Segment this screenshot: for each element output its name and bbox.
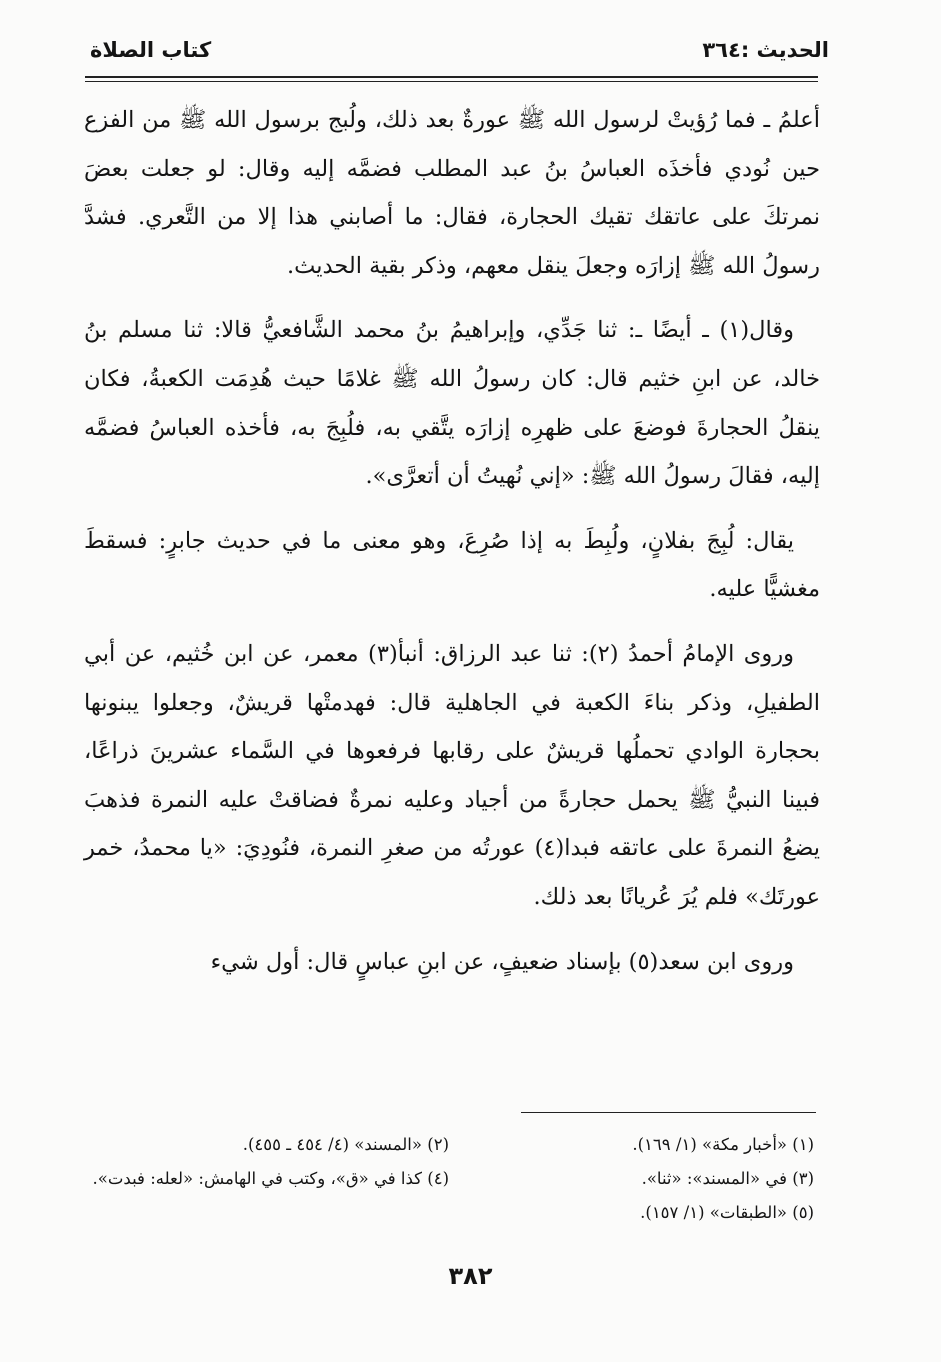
footnote: (١) «أخبار مكة» (١/ ١٦٩). [632, 1135, 814, 1154]
footnote-separator [521, 1112, 816, 1113]
paragraph-text: وروى الإمامُ أحمدُ (٢): ثنا عبد الرزاق: أنبأ(٣) معمر، عن ابن خُثيم، عن أبي الطفيلِ، وذكر بناءَ الكعبة في الجاهلية قال: فهدمتْها قريشٌ، وجعلوا يبنونها بحجارة الوادي تحملُها قريشٌ على رقابها فرفعوها في السَّماء عشرينَ ذراعًا، فبينا النبيُّ ﷺ يحمل حجارةً من أجياد وعليه نمرةٌ فضاقتْ عليه النمرة فذهبَ يضعُ النمرةَ على عاتقه فبدا(٤) عورتُه من صغرِ النمرة، فنُودِيَ: «يا محمدُ، خمر عورتَك» فلم يُرَ عُريانًا بعد ذلك. [84, 640, 820, 910]
header-rule-thin [85, 81, 818, 82]
paragraph-text: أعلمُ ـ فما رُؤيتْ لرسول الله ﷺ عورةٌ بعد ذلك، ولُبج برسول الله ﷺ من الفزع حين نُودي فأخذَه العباسُ بنُ عبد المطلب فضمَّه إليه وقال: لو جعلت بعضَ نمرتكَ على عاتقك تقيك الحجارة، فقال: ما أصابني هذا إلا من التَّعري. فشدَّ رسولُ الله ﷺ إزارَه وجعلَ ينقل معهم، وذكر بقية الحديث. [84, 107, 820, 279]
page-number: ٣٨٢ [448, 1262, 493, 1290]
footnote: (٤) كذا في «ق»، وكتب في الهامش: «لعله: فبدت». [92, 1169, 449, 1188]
footnote: (٥) «الطبقات» (١/ ١٥٧). [640, 1203, 814, 1222]
running-header-hadith: الحديث :٣٦٤ [702, 38, 829, 62]
running-header-book-title: كتاب الصلاة [90, 38, 212, 62]
paragraph-text: وقال(١) ـ أيضًا ـ: ثنا جَدِّي، وإبراهيمُ بنُ محمد الشَّافعيُّ قالا: ثنا مسلم بنُ خالد، عن ابنِ خثيم قال: كان رسولُ الله ﷺ غلامًا حيث هُدِمَت الكعبةُ، فكان ينقلُ الحجارةَ فوضعَ على ظهرِه إزارَه يتَّقي به، فلُبِجَ به، فأخذه العباسُ فضمَّه إليه، فقالَ رسولُ الله ﷺ: «إني نُهيتُ أن أتعرَّى». [84, 317, 820, 490]
footnote-row [84, 1196, 814, 1230]
footnote-empty [84, 1196, 449, 1230]
paragraph [84, 630, 820, 922]
footnote-row [84, 1162, 814, 1196]
footnote: (٢) «المسند» (٤/ ٤٥٤ ـ ٤٥٥). [242, 1135, 449, 1154]
footnote-row [84, 1128, 814, 1162]
paragraph [84, 938, 820, 987]
footnote: (٣) في «المسند»: «ثنا». [641, 1169, 814, 1188]
header-rule [85, 76, 818, 78]
paragraph [84, 306, 820, 500]
paragraph-text: يقال: لُبِجَ بفلانٍ، ولُبِطَ به إذا صُرِعَ، وهو معنى ما في حديث جابرٍ: فسقطَ مغشيًّا عليه. [84, 527, 820, 603]
paragraph-text: وروى ابن سعد(٥) بإسناد ضعيفٍ، عن ابنِ عباسٍ قال: أول شيء [210, 948, 794, 975]
paragraph [84, 517, 820, 614]
paragraph [84, 96, 820, 290]
main-text [84, 96, 820, 986]
footnotes [84, 1128, 814, 1230]
